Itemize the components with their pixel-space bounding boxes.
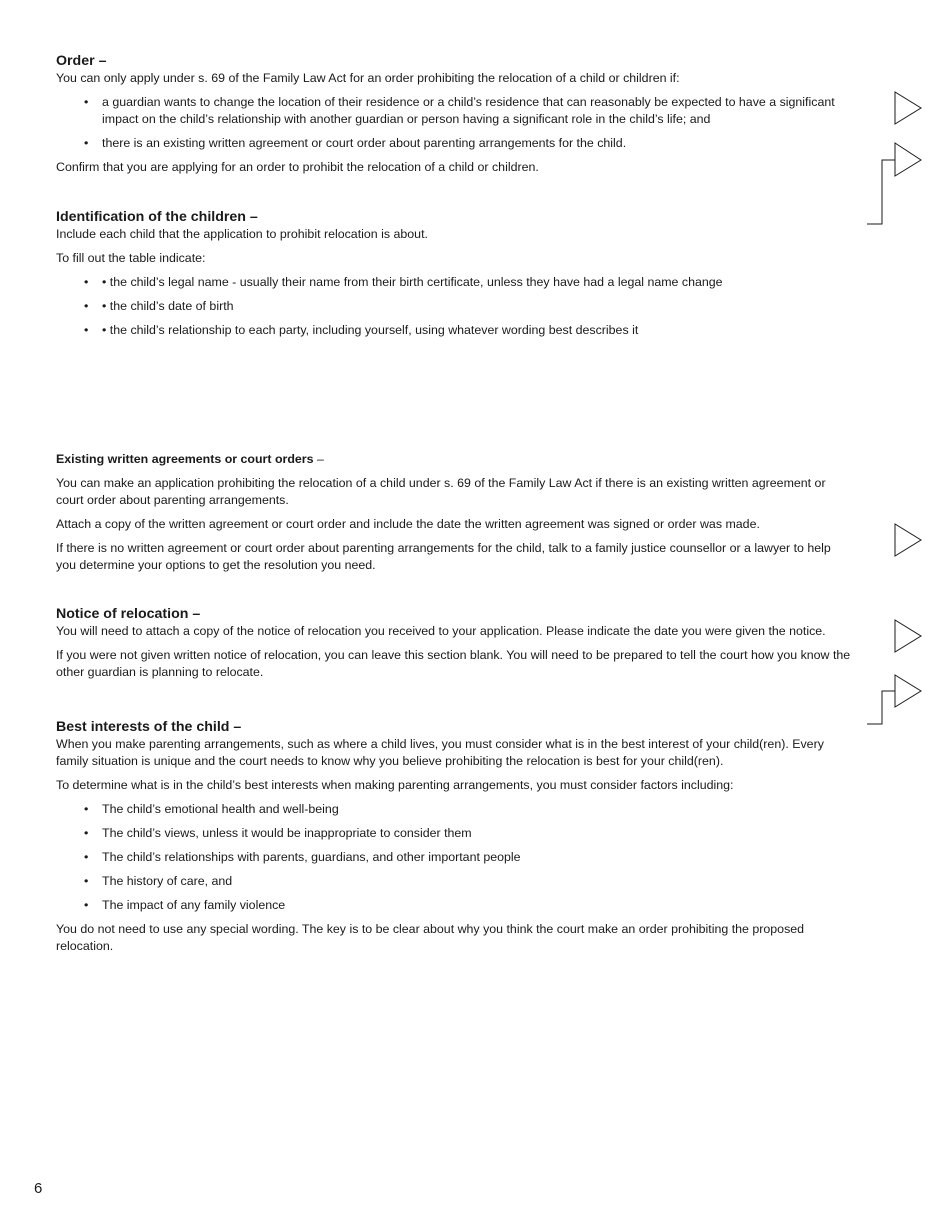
- pointer-arrow-icon: [895, 675, 921, 707]
- list-item: • The history of care, and: [56, 873, 852, 890]
- pointer-arrow-icon: [895, 92, 921, 124]
- connector-bracket-icon: [867, 691, 895, 724]
- existing-paragraph: You can make an application prohibiting the relocation of a child under s. 69 of the Family Law Act if there is an existing written agreement or court order about parenting arrangements.: [56, 476, 826, 507]
- order-intro: You can only apply under s. 69 of the Family Law Act for an order prohibiting the relocation of a child or children if:: [56, 71, 680, 85]
- best-interests-closing: You do not need to use any special wording. The key is to be clear about why you think the court make an order prohibiting the proposed relocation.: [56, 922, 805, 953]
- list-item: • • the child’s relationship to each party, including yourself, using whatever wording best describes it: [56, 322, 852, 339]
- best-interests-heading: Best interests of the child –: [56, 719, 242, 735]
- list-item: • there is an existing written agreement or court order about parenting arrangements for the child.: [56, 135, 852, 152]
- notice-heading: Notice of relocation –: [56, 606, 201, 622]
- existing-paragraph: Attach a copy of the written agreement or court order and include the date the written agreement was signed or order was made.: [56, 517, 760, 531]
- connector-bracket-icon: [867, 160, 895, 224]
- best-interests-intro: When you make parenting arrangements, such as where a child lives, you must consider what is in the best interest of your child(ren). Every family situation is unique and the court needs to know why you believe prohibiting the relocation is best for your child(ren).: [56, 737, 824, 768]
- existing-paragraph: If there is no written agreement or court order about parenting arrangements for the child, talk to a family justice counsellor or a lawyer to help you determine your options to get the resolution you need.: [56, 541, 831, 572]
- identification-intro: Include each child that the application to prohibit relocation is about.: [56, 227, 428, 241]
- page-number: 6: [34, 1180, 43, 1197]
- list-item: • a guardian wants to change the location of their residence or a child’s residence that can reasonably be expected to have a significant impact on the child’s relationship with another guardian or person having a significant role in the child’s life; and: [56, 94, 852, 128]
- existing-heading: Existing written agreements or court orders: [56, 452, 314, 466]
- list-item: • The child’s emotional health and well-being: [56, 801, 852, 818]
- order-confirm: Confirm that you are applying for an order to prohibit the relocation of a child or children.: [56, 160, 539, 174]
- best-interests-factors-intro: To determine what is in the child’s best interests when making parenting arrangements, you must consider factors including:: [56, 778, 734, 792]
- notice-paragraph: You will need to attach a copy of the notice of relocation you received to your application. Please indicate the date you were given the notice.: [56, 624, 826, 638]
- identification-fill-instruction: To fill out the table indicate:: [56, 251, 206, 265]
- list-item: • The child’s views, unless it would be inappropriate to consider them: [56, 825, 852, 842]
- existing-heading-dash: –: [313, 452, 324, 466]
- pointer-arrow-icon: [895, 524, 921, 556]
- identification-heading: Identification of the children –: [56, 209, 258, 225]
- list-item: • The impact of any family violence: [56, 897, 852, 914]
- list-item: • • the child’s date of birth: [56, 298, 852, 315]
- order-heading: Order –: [56, 53, 107, 69]
- list-item: • The child’s relationships with parents, guardians, and other important people: [56, 849, 852, 866]
- pointer-arrow-icon: [895, 620, 921, 652]
- list-item: • • the child’s legal name - usually their name from their birth certificate, unless they have had a legal name change: [56, 274, 852, 291]
- notice-paragraph: If you were not given written notice of relocation, you can leave this section blank. You will need to be prepared to tell the court how you know the other guardian is planning to relocate.: [56, 648, 851, 679]
- pointer-arrow-icon: [895, 143, 921, 176]
